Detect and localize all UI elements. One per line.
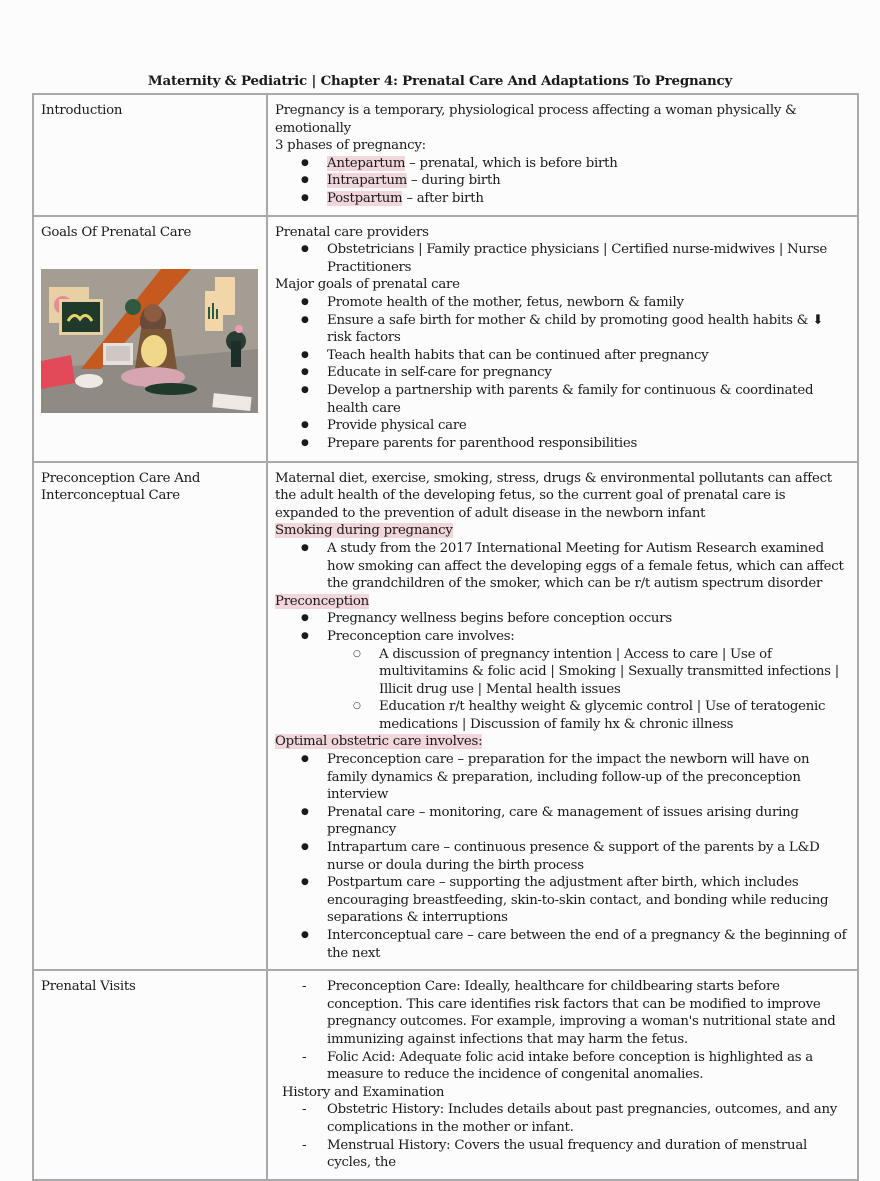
sub-list-item: ○ A discussion of pregnancy intention | Access to care | Use of multivitamins & folic acid | Smoking | Sexually transmitted infections | Illicit drug use | Mental health issues — [275, 646, 850, 699]
table-row-preconception — [33, 462, 858, 971]
list-item — [275, 172, 850, 190]
providers-heading: Prenatal care providers — [275, 224, 429, 240]
table-row-goals — [33, 216, 858, 462]
list-item: ● Prepare parents for parenthood responsibilities — [275, 435, 850, 453]
highlighted-term: Postpartum — [327, 190, 403, 206]
row-content — [267, 216, 858, 462]
term-description: – after birth — [402, 190, 484, 206]
history-list — [275, 1101, 850, 1171]
providers-list — [275, 241, 850, 276]
list-item: ● Develop a partnership with parents & family for continuous & coordinated health care — [275, 382, 850, 417]
goals-list — [275, 294, 850, 452]
preconception-list — [275, 610, 850, 645]
notes-table — [32, 93, 859, 1181]
term-description: – during birth — [407, 173, 501, 189]
row-label-cell — [33, 216, 267, 462]
list-item: ● Preconception care involves: — [275, 628, 850, 646]
illustration-svg — [41, 269, 258, 413]
row-content — [267, 970, 858, 1180]
table-row-introduction — [33, 94, 858, 216]
sub-list-item: ○ Education r/t healthy weight & glycemic control | Use of teratogenic medications | Discussion of family hx & chronic illness — [275, 698, 850, 733]
table-row-prenatal-visits — [33, 970, 858, 1180]
highlighted-term: Antepartum — [327, 155, 406, 171]
list-item: ● Preconception care – preparation for the impact the newborn will have on family dynamics & preparation, including follow-up of the preconception interview — [275, 751, 850, 804]
smoking-heading: Smoking during pregnancy — [275, 523, 453, 539]
term-description: – prenatal, which is before birth — [405, 155, 618, 171]
list-item: - Folic Acid: Adequate folic acid intake before conception is highlighted as a measure to reduce the incidence of congenital anomalies. — [275, 1049, 850, 1084]
list-item — [275, 155, 850, 173]
list-item: - Menstrual History: Covers the usual frequency and duration of menstrual cycles, the — [275, 1137, 850, 1172]
list-item: - Preconception Care: Ideally, healthcare for childbearing starts before conception. This care identifies risk factors that can be modified to improve pregnancy outcomes. For example, improving a woman's nutritional state and immunizing against infections that may harm the fetus. — [275, 978, 850, 1048]
preconception-sublist — [275, 646, 850, 734]
row-label: Prenatal Visits — [33, 970, 267, 1180]
row-label: Preconception Care And Interconceptual Care — [33, 462, 267, 971]
highlighted-term: Intrapartum — [327, 173, 408, 189]
intro-text: Pregnancy is a temporary, physiological process affecting a woman physically & emotionally — [275, 103, 797, 136]
phases-list — [275, 155, 850, 208]
row-label: Introduction — [33, 94, 267, 216]
list-item: ● Pregnancy wellness begins before conception occurs — [275, 610, 850, 628]
smoking-list — [275, 540, 850, 593]
document-title: Maternity & Pediatric | Chapter 4: Prenatal Care And Adaptations To Pregnancy — [147, 73, 733, 89]
list-item: ● Intrapartum care – continuous presence & support of the parents by a L&D nurse or doula during the birth process — [275, 839, 850, 874]
row-content — [267, 462, 858, 971]
list-item — [275, 190, 850, 208]
prenatal-care-illustration — [41, 269, 258, 413]
list-item: ● Promote health of the mother, fetus, newborn & family — [275, 294, 850, 312]
list-item: ● Provide physical care — [275, 417, 850, 435]
list-item: ● A study from the 2017 International Meeting for Autism Research examined how smoking can affect the developing eggs of a female fetus, which can affect the grandchildren of the smoker, which can be r/t autism spectrum disorder — [275, 540, 850, 593]
visits-list — [275, 978, 850, 1084]
intro-text: Maternal diet, exercise, smoking, stress, drugs & environmental pollutants can affect the adult health of the developing fetus, so the current goal of prenatal care is expanded to the prevention of adult disease in the newborn infant — [275, 470, 832, 521]
optimal-care-heading: Optimal obstetric care involves: — [275, 734, 483, 750]
row-content — [267, 94, 858, 216]
list-item: ● Educate in self-care for pregnancy — [275, 364, 850, 382]
list-item: ● Obstetricians | Family practice physicians | Certified nurse-midwives | Nurse Practitioners — [275, 241, 850, 276]
row-label: Goals Of Prenatal Care — [41, 224, 192, 240]
list-item: - Obstetric History: Includes details about past pregnancies, outcomes, and any complications in the mother or infant. — [275, 1101, 850, 1136]
list-item: ● Ensure a safe birth for mother & child by promoting good health habits & ⬇ risk factors — [275, 312, 850, 347]
phases-heading: 3 phases of pregnancy: — [275, 138, 426, 154]
goals-heading: Major goals of prenatal care — [275, 277, 460, 293]
list-item: ● Interconceptual care – care between the end of a pregnancy & the beginning of the next — [275, 927, 850, 962]
list-item: ● Teach health habits that can be continued after pregnancy — [275, 347, 850, 365]
preconception-heading: Preconception — [275, 593, 369, 609]
list-item: ● Postpartum care – supporting the adjustment after birth, which includes encouraging breastfeeding, skin-to-skin contact, and bonding while reducing separations & interruptions — [275, 874, 850, 927]
list-item: ● Prenatal care – monitoring, care & management of issues arising during pregnancy — [275, 804, 850, 839]
optimal-care-list — [275, 751, 850, 962]
history-heading: History and Examination — [282, 1084, 445, 1100]
